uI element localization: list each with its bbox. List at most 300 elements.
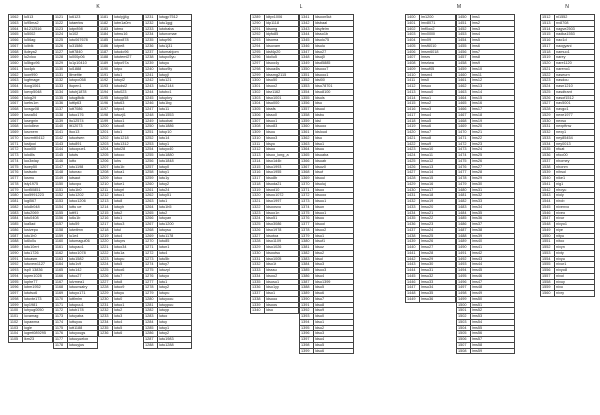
entry-number: 1268 xyxy=(144,228,158,233)
entry-name: ldsuf xyxy=(314,170,354,175)
entry-number: 1132 xyxy=(54,78,68,83)
entry-name: lutuy51 xyxy=(158,193,192,198)
entry-number: 1184 xyxy=(99,32,113,37)
entry-number: 1235 xyxy=(99,326,113,331)
entry-number: 1069 xyxy=(9,130,23,135)
entry-name: luy1981 xyxy=(23,303,53,308)
entry-number: 1425 xyxy=(406,159,420,164)
entry-name: lutwtlmn xyxy=(68,228,98,233)
entry-number: 1549 xyxy=(541,228,555,233)
entry-name: lms12 xyxy=(471,78,515,83)
entry-number: 1296 xyxy=(251,55,265,60)
entry-number: 1068 xyxy=(9,124,23,129)
entry-name: lmsu21 xyxy=(420,211,456,216)
entry-number: 1498 xyxy=(457,291,471,296)
entry-number: 1466 xyxy=(457,107,471,112)
entry-name: naseurn xyxy=(555,73,595,78)
entry-number: 1483 xyxy=(457,205,471,210)
entry-number: 1271 xyxy=(144,245,158,250)
entry-name: ldsu7 xyxy=(314,297,354,302)
entry-name: lutu2 xyxy=(113,211,143,216)
entry-name: ldsu1 xyxy=(314,320,354,325)
entry-number: 1173 xyxy=(54,314,68,319)
entry-name: ldsu6 xyxy=(314,349,354,354)
entry-name: luo3wlay xyxy=(23,159,53,164)
entry-name: lugle xyxy=(23,326,53,331)
entry-name: ldsou1072 xyxy=(265,193,299,198)
entry-number: 1401 xyxy=(406,21,420,26)
entry-number: 1261 xyxy=(144,188,158,193)
entry-name: luvt50851 xyxy=(23,188,53,193)
entry-name: ldsu9 xyxy=(314,308,354,313)
entry-name: lms52 xyxy=(471,308,515,313)
entry-number: 1344 xyxy=(300,32,314,37)
entry-name: ldsuo xyxy=(314,188,354,193)
entry-number: 1346 xyxy=(300,44,314,49)
entry-name: lms57 xyxy=(471,337,515,342)
entry-name: ldsu1 xyxy=(314,142,354,147)
entry-name: lutu1178 xyxy=(158,234,192,239)
entry-name: ldso1997 xyxy=(265,199,299,204)
entry-name: ldsuj0 xyxy=(314,55,354,60)
entry-name: lutu1886 xyxy=(158,124,192,129)
entry-name: ldso1109 xyxy=(265,239,299,244)
entry-name: ldsun xyxy=(314,205,354,210)
entry-number: 1417 xyxy=(406,113,420,118)
entry-number: 1233 xyxy=(144,27,158,32)
entry-number: 1551 xyxy=(541,239,555,244)
entry-name: ldsu xyxy=(314,101,354,106)
entry-name: lmsu2 xyxy=(420,101,456,106)
entry-name: nhomey xyxy=(555,159,595,164)
entry-number: 1201 xyxy=(99,130,113,135)
entry-name: luttlmlm xyxy=(68,297,98,302)
entry-name: lms7 xyxy=(471,50,515,55)
entry-name: lusmu xyxy=(23,176,53,181)
entry-name: lubm1952 xyxy=(23,285,53,290)
entry-number: 1096 xyxy=(9,285,23,290)
entry-name: nivyo1 xyxy=(555,222,595,227)
entry-number: 1421 xyxy=(406,136,420,141)
entry-number: 1091 xyxy=(9,257,23,262)
entry-name: lmsrs xyxy=(420,55,456,60)
entry-name: lutu1312 xyxy=(113,142,143,147)
entry-name: lsuo00l xyxy=(23,147,53,152)
entry-number: 1137 xyxy=(54,107,68,112)
entry-name: ldsuul xyxy=(314,107,354,112)
entry-name: lutulyjj4g xyxy=(113,15,143,20)
entry-name: ldsoosxu xyxy=(265,205,299,210)
entry-name: lusvmtt0412 xyxy=(23,136,53,141)
entry-number: 1484 xyxy=(457,211,471,216)
entry-number: 1429 xyxy=(406,182,420,187)
entry-name: ldsbu xyxy=(314,113,354,118)
entry-name: ldsu1399 xyxy=(314,280,354,285)
entry-name: lmsu26 xyxy=(420,239,456,244)
entry-number: 1235 xyxy=(144,38,158,43)
entry-name: lututso6 xyxy=(23,291,53,296)
table-row xyxy=(99,331,143,337)
entry-number: 1503 xyxy=(457,320,471,325)
entry-name: lmsu17 xyxy=(420,188,456,193)
entry-number: 1232 xyxy=(144,21,158,26)
entry-number: 1163 xyxy=(54,257,68,262)
entry-number: 1336 xyxy=(251,285,265,290)
entry-number: 1558 xyxy=(541,280,555,285)
entry-name: lotpr898 xyxy=(68,27,98,32)
entry-number: 1169 xyxy=(54,291,68,296)
entry-name: lutpo4 xyxy=(113,107,143,112)
entry-name: lutu1 xyxy=(158,280,192,285)
entry-name: lutuo1 xyxy=(113,303,143,308)
entry-name: ldsuu1 xyxy=(314,199,354,204)
entry-name: nixol xyxy=(555,274,595,279)
entry-name: lusxa54 xyxy=(23,113,53,118)
entry-number: 1079 xyxy=(9,188,23,193)
entry-name: lmsm6018 xyxy=(420,50,456,55)
entry-number: 1465 xyxy=(457,101,471,106)
entry-number: 1071 xyxy=(9,142,23,147)
entry-number: 1244 xyxy=(144,90,158,95)
entry-number: 1446 xyxy=(406,280,420,285)
entry-name: lutuo6 xyxy=(113,268,143,273)
entry-number: 1249 xyxy=(144,119,158,124)
entry-number: 1065 xyxy=(9,90,23,95)
entry-number: 1367 xyxy=(300,165,314,170)
entry-number: 1067 xyxy=(9,101,23,106)
entry-name: lms58 xyxy=(471,343,515,348)
entry-number: 1265 xyxy=(144,211,158,216)
entry-number: 1528 xyxy=(541,107,555,112)
entry-name: lutup10 xyxy=(158,130,192,135)
entry-number: 1313 xyxy=(251,153,265,158)
entry-name: nixyn xyxy=(555,245,595,250)
entry-name: lutu1553 xyxy=(158,113,192,118)
entry-number: 1534 xyxy=(541,142,555,147)
entry-name: ldsl00 xyxy=(314,78,354,83)
entry-name: lutuyrl xyxy=(113,188,143,193)
entry-number: 1217 xyxy=(99,222,113,227)
entry-number: 1191 xyxy=(99,73,113,78)
entry-number: 1437 xyxy=(406,228,420,233)
entry-number: 1254 xyxy=(144,147,158,152)
entry-number: 1269 xyxy=(144,234,158,239)
entry-number: 1449 xyxy=(406,297,420,302)
entry-name: nl1552 xyxy=(555,15,595,20)
entry-number: 1273 xyxy=(144,257,158,262)
entry-number: 1433 xyxy=(406,205,420,210)
entry-number: 1208 xyxy=(99,170,113,175)
entry-number: 1189 xyxy=(99,61,113,66)
entry-name: lmsou0 xyxy=(420,90,456,95)
entry-name: ldsoo3 xyxy=(265,136,299,141)
entry-name: lu5bgo96 xyxy=(23,61,53,66)
entry-number: 1285 xyxy=(144,326,158,331)
entry-number: 1406 xyxy=(406,50,420,55)
entry-number: 1200 xyxy=(99,124,113,129)
entry-number: 1355 xyxy=(300,96,314,101)
entry-number: 1392 xyxy=(300,308,314,313)
entry-name: lms16 xyxy=(471,101,515,106)
entry-number: 1441 xyxy=(406,251,420,256)
entry-name: ldsso0 xyxy=(265,113,299,118)
entry-number: 1089 xyxy=(9,245,23,250)
entry-number: 1415 xyxy=(406,101,420,106)
entry-number: 1284 xyxy=(144,320,158,325)
entry-number: 1560 xyxy=(541,291,555,296)
entry-number: 1293 xyxy=(251,38,265,43)
entry-number: 1133 xyxy=(54,84,68,89)
entry-number: 1087 xyxy=(9,234,23,239)
entry-number: 1255 xyxy=(144,153,158,158)
entry-name: lmsu3 xyxy=(420,107,456,112)
entry-name: ldsuo1 xyxy=(265,119,299,124)
entry-number: 1491 xyxy=(457,251,471,256)
entry-number: 1371 xyxy=(300,188,314,193)
entry-name: nasn1210 xyxy=(555,84,595,89)
entry-number: 1517 xyxy=(541,44,555,49)
entry-name: lms28 xyxy=(471,170,515,175)
entry-name: lms40 xyxy=(471,239,515,244)
entry-name: lms51 xyxy=(471,303,515,308)
entry-number: 1198 xyxy=(99,113,113,118)
entry-number: 1544 xyxy=(541,199,555,204)
entry-name: lutuyh xyxy=(113,205,143,210)
entry-name: lmsriwa xyxy=(420,61,456,66)
entry-name: lmsu20 xyxy=(420,205,456,210)
entry-name: ldso1978 xyxy=(265,228,299,233)
entry-name: lutuo176 xyxy=(68,113,98,118)
entry-name: nagve2503 xyxy=(555,27,595,32)
entry-name: lutu59 xyxy=(68,222,98,227)
entry-number: 1375 xyxy=(300,211,314,216)
entry-number: 1357 xyxy=(300,107,314,112)
entry-number: 1459 xyxy=(457,67,471,72)
entry-name: lms22 xyxy=(471,136,515,141)
entry-name: lsty1975 xyxy=(23,182,53,187)
entry-name: luebs1m xyxy=(23,101,53,106)
entry-number: 1104 xyxy=(9,331,23,336)
entry-number: 1138 xyxy=(54,113,68,118)
entry-name: luo5991223 xyxy=(23,193,53,198)
entry-number: 1512 xyxy=(541,15,555,20)
entry-number: 1166 xyxy=(54,274,68,279)
entry-number: 1311 xyxy=(251,142,265,147)
entry-name: lms27 xyxy=(471,165,515,170)
entry-number: 1062 xyxy=(9,73,23,78)
entry-name: lutpo97a xyxy=(113,61,143,66)
entry-number: 1340 xyxy=(251,308,265,313)
entry-name: ney85454 xyxy=(555,136,595,141)
entry-number: 1281 xyxy=(144,303,158,308)
entry-name: ldsu8 xyxy=(314,303,354,308)
entry-name: lmsm4 xyxy=(420,73,456,78)
entry-name: lms59 xyxy=(471,349,515,354)
entry-name: lmsu19 xyxy=(420,199,456,204)
entry-number: 1307 xyxy=(251,119,265,124)
entry-number: 1514 xyxy=(541,27,555,32)
entry-name: lutumabjom xyxy=(158,50,192,55)
entry-number: 1426 xyxy=(406,165,420,170)
entry-number: 1387 xyxy=(300,280,314,285)
entry-number: 1186 xyxy=(99,44,113,49)
entry-name: nixty xyxy=(555,251,595,256)
entry-name: lms25 xyxy=(471,153,515,158)
entry-number: 1420 xyxy=(406,130,420,135)
entry-name: lutm1a0m xyxy=(113,21,143,26)
entry-name: ldsloud xyxy=(314,130,354,135)
entry-name: lms13 xyxy=(471,84,515,89)
entry-number: 1234 xyxy=(99,320,113,325)
entry-number: 1209 xyxy=(99,176,113,181)
entry-number: 1536 xyxy=(541,153,555,158)
entry-name: lu6123 xyxy=(68,15,98,20)
entry-name: lms4 xyxy=(471,32,515,37)
entry-name: lutupo5yu xyxy=(158,55,192,60)
entry-number: 1314 xyxy=(251,159,265,164)
entry-name: lms14 xyxy=(471,90,515,95)
entry-number: 1435 xyxy=(406,216,420,221)
entry-name: nao1d xyxy=(555,38,595,43)
entry-table xyxy=(456,14,515,354)
entry-name: lmsu34 xyxy=(420,285,456,290)
entry-number: 1556 xyxy=(541,268,555,273)
entry-number: 1231 xyxy=(144,15,158,20)
entry-number: 1395 xyxy=(300,326,314,331)
entry-name: lms1 xyxy=(471,15,515,20)
entry-name: lmsu25 xyxy=(420,234,456,239)
entry-name: lutu3 xyxy=(113,314,143,319)
entry-name: lutudsi2 xyxy=(113,84,143,89)
entry-number: 1216 xyxy=(99,216,113,221)
entry-name: lutuxpo xyxy=(68,182,98,187)
entry-name: lms35 xyxy=(471,211,515,216)
entry-number: 1377 xyxy=(300,222,314,227)
entry-number: 1171 xyxy=(54,303,68,308)
entry-name: lutugp7512 xyxy=(158,15,192,20)
entry-table xyxy=(98,14,143,337)
entry-number: 1253 xyxy=(144,142,158,147)
entry-number: 1537 xyxy=(541,159,555,164)
entry-name: lutooo xyxy=(113,153,143,158)
entry-name: luphe77 xyxy=(23,280,53,285)
entry-number: 1124 xyxy=(54,32,68,37)
entry-name: lkm23 xyxy=(23,337,53,342)
entry-number: 1302 xyxy=(251,90,265,95)
entry-number: 1236 xyxy=(144,44,158,49)
entry-number: 1161 xyxy=(54,245,68,250)
entry-number: 1320 xyxy=(251,193,265,198)
entry-name: lmsu13 xyxy=(420,165,456,170)
entry-number: 1504 xyxy=(457,326,471,331)
entry-name: lms15 xyxy=(471,96,515,101)
entry-name: lutu1198 xyxy=(68,165,98,170)
entry-name: lmsu7 xyxy=(420,130,456,135)
entry-number: 1520 xyxy=(541,61,555,66)
entry-name: ldso83 xyxy=(265,124,299,129)
entry-number: 1342 xyxy=(300,21,314,26)
entry-name: lusivepo xyxy=(23,228,53,233)
entry-name: lutuy2 xyxy=(158,285,192,290)
entry-name: ldsu4 xyxy=(314,337,354,342)
entry-name: lms19 xyxy=(471,119,515,124)
entry-number: 1382 xyxy=(300,251,314,256)
section-header: L xyxy=(299,4,303,10)
entry-name: nixur1 xyxy=(555,262,595,267)
entry-number: 1102 xyxy=(9,320,23,325)
entry-name: lutobaba xyxy=(158,27,192,32)
entry-name: nasdtrant xyxy=(555,90,595,95)
entry-name: lutu1b xyxy=(113,165,143,170)
entry-number: 1298 xyxy=(251,67,265,72)
entry-name: lutuy xyxy=(158,320,192,325)
entry-number: 1442 xyxy=(406,257,420,262)
entry-name: lutu4 xyxy=(113,234,143,239)
entry-name: lutubo1 xyxy=(158,90,192,95)
entry-name: lutuvew1127 xyxy=(23,262,53,267)
entry-table xyxy=(53,14,98,349)
entry-name: lu6lo0u xyxy=(23,239,53,244)
entry-name: nihsol xyxy=(555,170,595,175)
entry-number: 1436 xyxy=(406,222,420,227)
entry-name: ldsuf1 xyxy=(314,239,354,244)
entry-name: lms11 xyxy=(471,73,515,78)
entry-name: lutun1 xyxy=(158,245,192,250)
entry-number: 1348 xyxy=(300,55,314,60)
entry-number: 1290 xyxy=(251,21,265,26)
entry-name: lluog1061 xyxy=(23,84,53,89)
entry-name: lutug8tdk xyxy=(68,96,98,101)
entry-name: lutuunsalry xyxy=(68,285,98,290)
entry-number: 1082 xyxy=(9,205,23,210)
entry-number: 1472 xyxy=(457,142,471,147)
entry-number: 1105 xyxy=(9,337,23,342)
entry-number: 1467 xyxy=(457,113,471,118)
entry-number: 1266 xyxy=(144,216,158,221)
entry-number: 1447 xyxy=(406,285,420,290)
entry-name: lutu1288 xyxy=(158,343,192,348)
entry-name: lmsu15 xyxy=(420,176,456,181)
entry-name: ldso1d4b xyxy=(265,159,299,164)
entry-name: lu1e4 xyxy=(68,234,98,239)
entry-name: lugl567 xyxy=(23,199,53,204)
entry-number: 1388 xyxy=(300,285,314,290)
entry-number: 1315 xyxy=(251,165,265,170)
entry-name: lutuyaba xyxy=(68,314,98,319)
entry-name: lulvmea1 xyxy=(68,280,98,285)
entry-name: lutuasm xyxy=(23,257,53,262)
entry-name: ltuo13 xyxy=(68,130,98,135)
entry-name: ldsuoo xyxy=(314,124,354,129)
entry-number: 1070 xyxy=(9,136,23,141)
table-row xyxy=(541,291,595,297)
entry-number: 1185 xyxy=(99,38,113,43)
entry-number: 1153 xyxy=(54,199,68,204)
entry-name: nitoo xyxy=(555,239,595,244)
entry-name: lutu2 xyxy=(113,308,143,313)
entry-name: lutu1ggj xyxy=(158,21,192,26)
entry-name: lmsu33 xyxy=(420,280,456,285)
entry-name: lms10 xyxy=(471,67,515,72)
entry-number: 1478 xyxy=(457,176,471,181)
entry-name: lutu8 xyxy=(113,199,143,204)
entry-name: nareno1 xyxy=(555,67,595,72)
entry-number: 1148 xyxy=(54,170,68,175)
entry-number: 1381 xyxy=(300,245,314,250)
entry-number: 1069 xyxy=(9,113,23,118)
entry-name: lk1212516 xyxy=(23,27,53,32)
entry-name: lluleya2 xyxy=(23,50,53,55)
